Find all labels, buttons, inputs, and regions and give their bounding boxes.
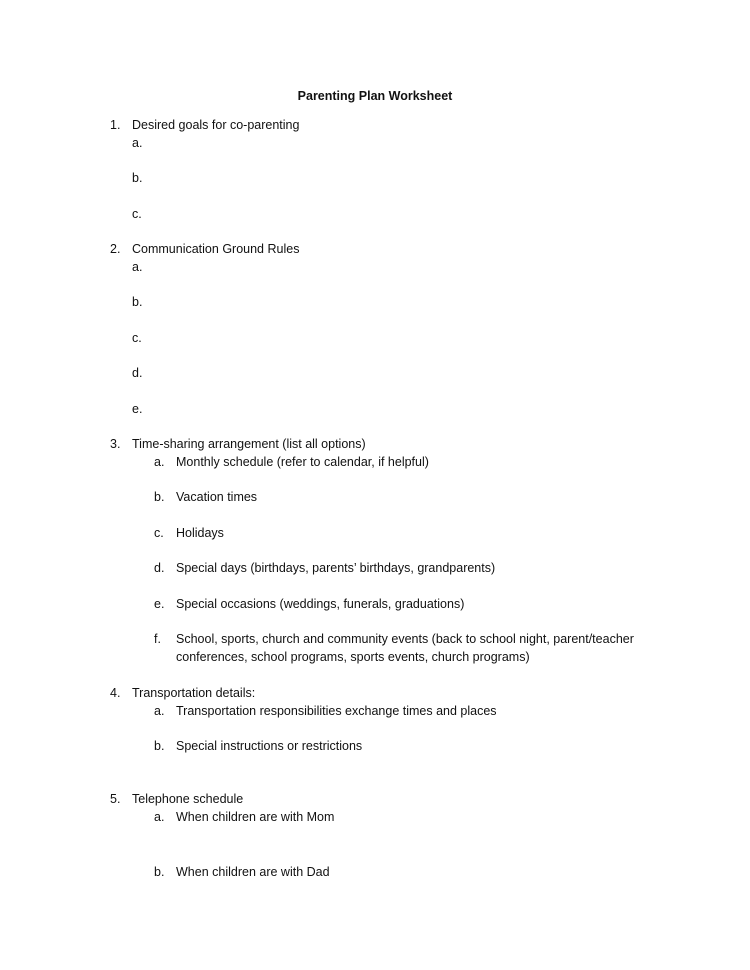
section-title: Communication Ground Rules: [132, 242, 300, 256]
item-text: Transportation responsibilities exchange times and places: [176, 704, 497, 718]
item-letter: a.: [154, 810, 165, 824]
section-number: 3.: [110, 437, 121, 451]
item-letter: e.: [132, 402, 143, 416]
item-letter: d.: [132, 366, 143, 380]
item-text: Special instructions or restrictions: [176, 739, 363, 753]
section-title: Transportation details:: [132, 686, 256, 700]
section-title: Telephone schedule: [132, 792, 244, 806]
item-letter: d.: [154, 561, 165, 575]
section-number: 5.: [110, 792, 121, 806]
item-text: Monthly schedule (refer to calendar, if helpful): [176, 455, 429, 469]
item-letter: c.: [132, 207, 142, 221]
page-title: Parenting Plan Worksheet: [297, 89, 453, 103]
item-letter: b.: [154, 490, 165, 504]
item-letter: f.: [154, 632, 161, 646]
section-title: Desired goals for co-parenting: [132, 118, 300, 132]
item-text: School, sports, church and community events (back to school night, parent/teacher: [176, 632, 634, 646]
item-text: Special occasions (weddings, funerals, graduations): [176, 597, 465, 611]
item-text: Holidays: [176, 526, 224, 540]
item-letter: b.: [154, 739, 165, 753]
item-letter: b.: [154, 865, 165, 879]
item-letter: b.: [132, 171, 143, 185]
section-title: Time-sharing arrangement (list all options): [132, 437, 366, 451]
item-letter: a.: [154, 704, 165, 718]
section-number: 4.: [110, 686, 121, 700]
section-number: 1.: [110, 118, 121, 132]
item-text: Vacation times: [176, 490, 258, 504]
item-letter: b.: [132, 295, 143, 309]
item-text: When children are with Mom: [176, 810, 335, 824]
item-text: When children are with Dad: [176, 865, 330, 879]
item-text: Special days (birthdays, parents’ birthdays, grandparents): [176, 561, 496, 575]
section-number: 2.: [110, 242, 121, 256]
item-letter: a.: [154, 455, 165, 469]
item-letter: a.: [132, 136, 143, 150]
item-text-continued: conferences, school programs, sports events, church programs): [176, 650, 530, 664]
item-letter: c.: [154, 526, 164, 540]
item-letter: e.: [154, 597, 165, 611]
item-letter: a.: [132, 260, 143, 274]
item-letter: c.: [132, 331, 142, 345]
